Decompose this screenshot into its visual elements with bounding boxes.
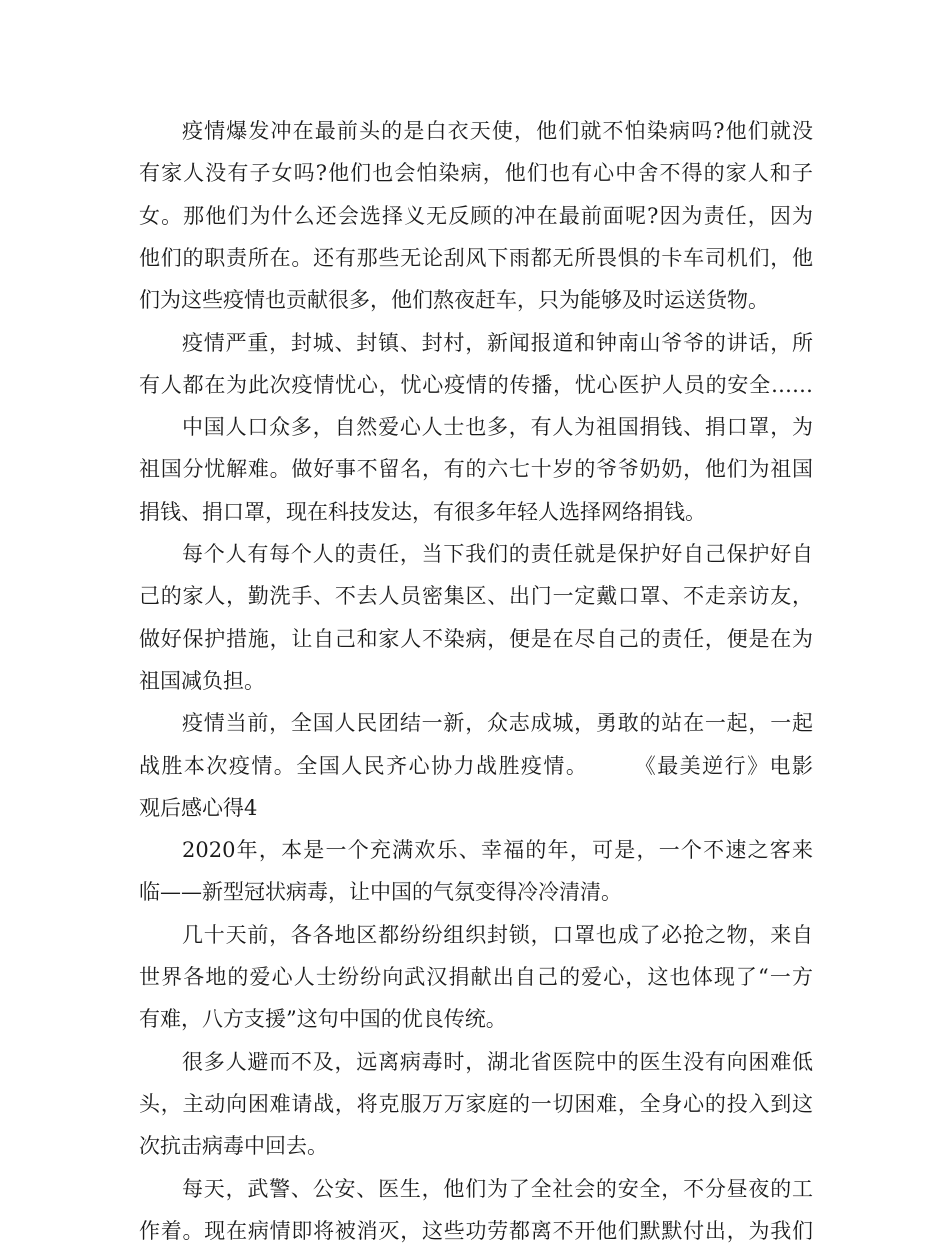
text-line: 有难，八方支援”这句中国的优良传统。 xyxy=(139,1007,507,1032)
text-line: 很多人避而不及，远离病毒时，湖北省医院中的医生没有向困难低 xyxy=(182,1049,813,1074)
text-line: 他们的职责所在。还有那些无论刮风下雨都无所畏惧的卡车司机们，他 xyxy=(139,245,813,270)
text-line: 世界各地的爱心人士纷纷向武汉捐献出自己的爱心，这也体现了“一方 xyxy=(139,965,813,989)
text-line: 观后感心得4 xyxy=(139,795,258,820)
text-line: 头，主动向困难请战，将克服万万家庭的一切困难，全身心的投入到这 xyxy=(139,1091,813,1116)
text-line: 疫情爆发冲在最前头的是白衣天使，他们就不怕染病吗?他们就没 xyxy=(182,119,813,143)
text-line: 女。那他们为什么还会选择义无反顾的冲在最前面呢?因为责任，因为 xyxy=(139,203,813,228)
text-line: 祖国减负担。 xyxy=(139,668,265,693)
text-line: 次抗击病毒中回去。 xyxy=(139,1134,328,1159)
text-line: 做好保护措施，让自己和家人不染病，便是在尽自己的责任，便是在为 xyxy=(139,626,813,651)
text-line: 临——新型冠状病毒，让中国的气氛变得冷冷清清。 xyxy=(139,880,622,905)
text-line: 捐钱、捐口罩，现在科技发达，有很多年轻人选择网络捐钱。 xyxy=(139,499,706,524)
text-line: 作着。现在病情即将被消灭，这些功劳都离不开他们默默付出，为我们 xyxy=(139,1218,813,1243)
text-line: 中国人口众多，自然爱心人士也多，有人为祖国捐钱、捐口罩，为 xyxy=(182,415,813,440)
text-line: 战胜本次疫情。全国人民齐心协力战胜疫情。 《最美逆行》电影 xyxy=(139,753,813,778)
text-line: 祖国分忧解难。做好事不留名，有的六七十岁的爷爷奶奶，他们为祖国 xyxy=(139,457,813,482)
text-line: 每个人有每个人的责任，当下我们的责任就是保护好自己保护好自 xyxy=(182,542,813,566)
text-line: 每天，武警、公安、医生，他们为了全社会的安全，不分昼夜的工 xyxy=(182,1176,813,1201)
text-line: 疫情严重，封城、封镇、封村，新闻报道和钟南山爷爷的讲话，所 xyxy=(182,330,813,355)
text-line: 疫情当前，全国人民团结一新，众志成城，勇敢的站在一起，一起 xyxy=(182,711,813,736)
text-line: 几十天前，各各地区都纷纷组织封锁，口罩也成了必抢之物，来自 xyxy=(182,922,813,947)
text-line: 己的家人，勤洗手、不去人员密集区、出门一定戴口罩、不走亲访友， xyxy=(139,584,813,609)
text-line: 有家人没有子女吗?他们也会怕染病，他们也有心中舍不得的家人和子 xyxy=(139,161,813,186)
text-line: 2020年，本是一个充满欢乐、幸福的年，可是，一个不速之客来 xyxy=(182,838,813,863)
text-line: 们为这些疫情也贡献很多，他们熬夜赶车，只为能够及时运送货物。 xyxy=(139,288,769,313)
text-line: 有人都在为此次疫情忧心，忧心疫情的传播，忧心医护人员的安全…… xyxy=(139,372,813,397)
